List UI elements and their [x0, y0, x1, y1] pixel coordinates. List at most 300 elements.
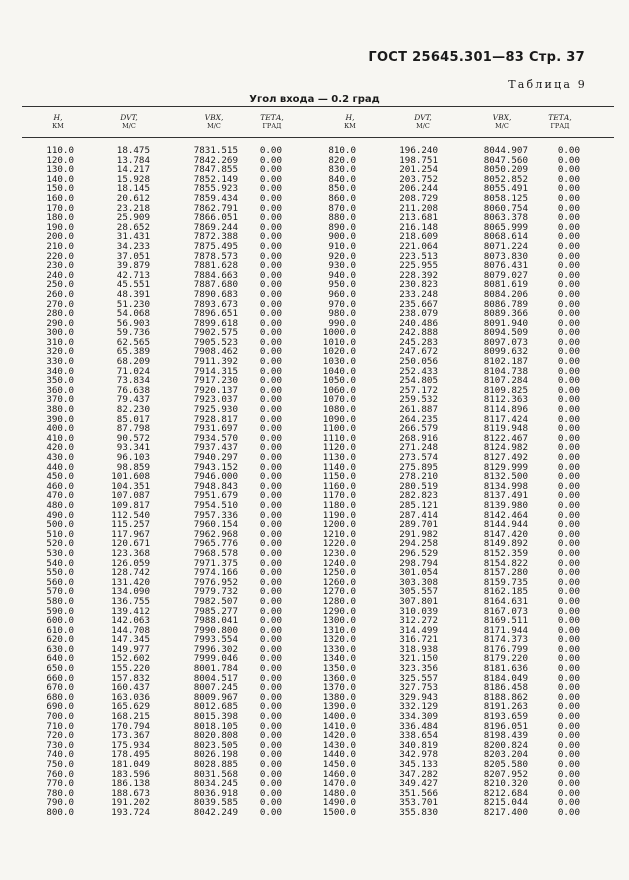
teta-cell: 0.00 — [259, 250, 282, 262]
table-row — [0, 568, 629, 578]
dvt-cell: 28.652 — [116, 221, 150, 233]
vbx-cell: 7842.269 — [193, 154, 238, 166]
altitude-cell: 1300.0 — [322, 615, 356, 627]
altitude-cell: 190.0 — [46, 221, 74, 233]
table-row — [0, 328, 629, 338]
teta-cell: 0.00 — [259, 739, 282, 751]
dvt-cell: 338.654 — [399, 730, 438, 742]
vbx-cell: 8073.830 — [483, 250, 528, 262]
altitude-cell: 390.0 — [46, 413, 74, 425]
dvt-cell: 228.392 — [399, 269, 438, 281]
dvt-cell: 211.208 — [399, 202, 438, 214]
dvt-cell: 349.427 — [399, 778, 438, 790]
altitude-cell: 1430.0 — [322, 739, 356, 751]
table-row — [0, 463, 629, 473]
altitude-cell: 1100.0 — [322, 423, 356, 435]
teta-cell: 0.00 — [557, 768, 580, 780]
dvt-cell: 271.248 — [399, 442, 438, 454]
altitude-cell: 950.0 — [328, 279, 356, 291]
teta-cell: 0.00 — [557, 519, 580, 531]
table-row — [0, 434, 629, 444]
vbx-cell: 7908.462 — [193, 346, 238, 358]
vbx-cell: 8162.185 — [483, 586, 528, 598]
dvt-cell: 273.574 — [399, 452, 438, 463]
teta-cell: 0.00 — [557, 682, 580, 694]
teta-cell: 0.00 — [259, 528, 282, 540]
table-row — [0, 607, 629, 617]
vbx-cell: 7902.575 — [193, 327, 238, 339]
altitude-cell: 1360.0 — [322, 672, 356, 684]
altitude-cell: 1380.0 — [322, 691, 356, 703]
vbx-cell: 7957.336 — [193, 509, 238, 521]
altitude-cell: 620.0 — [46, 634, 74, 646]
dvt-cell: 285.121 — [399, 499, 438, 511]
teta-cell: 0.00 — [259, 336, 282, 348]
dvt-cell: 261.887 — [399, 404, 438, 416]
teta-cell: 0.00 — [259, 547, 282, 559]
altitude-cell: 1470.0 — [322, 778, 356, 790]
teta-cell: 0.00 — [259, 432, 282, 444]
vbx-cell: 7940.297 — [193, 452, 238, 463]
dvt-cell: 136.755 — [111, 595, 150, 607]
teta-cell: 0.00 — [557, 691, 580, 703]
dvt-cell: 307.801 — [399, 595, 438, 607]
teta-cell: 0.00 — [557, 413, 580, 425]
teta-cell: 0.00 — [557, 509, 580, 521]
teta-cell: 0.00 — [557, 192, 580, 204]
teta-cell: 0.00 — [259, 768, 282, 780]
teta-cell: 0.00 — [259, 221, 282, 233]
vbx-cell: 8047.560 — [483, 154, 528, 166]
altitude-cell: 1410.0 — [322, 720, 356, 732]
vbx-cell: 8034.245 — [193, 778, 238, 790]
dvt-cell: 131.420 — [111, 576, 150, 588]
altitude-cell: 1340.0 — [322, 653, 356, 665]
teta-cell: 0.00 — [557, 528, 580, 540]
table-row — [0, 741, 629, 751]
altitude-cell: 220.0 — [46, 250, 74, 262]
teta-cell: 0.00 — [259, 490, 282, 502]
vbx-cell: 8081.619 — [483, 279, 528, 291]
dvt-cell: 168.215 — [111, 711, 150, 723]
dvt-cell: 14.217 — [116, 164, 150, 176]
teta-cell: 0.00 — [259, 711, 282, 723]
col-teta-header — [540, 113, 580, 131]
vbx-cell: 7887.680 — [193, 279, 238, 291]
table-row — [0, 223, 629, 233]
vbx-cell: 8139.980 — [483, 499, 528, 511]
altitude-cell: 690.0 — [46, 701, 74, 713]
altitude-cell: 360.0 — [46, 384, 74, 396]
altitude-cell: 1230.0 — [322, 547, 356, 559]
teta-cell: 0.00 — [259, 327, 282, 339]
altitude-cell: 980.0 — [328, 308, 356, 320]
vbx-cell: 8186.458 — [483, 682, 528, 694]
teta-cell: 0.00 — [259, 346, 282, 358]
vbx-cell: 8207.952 — [483, 768, 528, 780]
table-row — [0, 338, 629, 348]
vbx-cell: 8122.467 — [483, 432, 528, 444]
dvt-cell: 301.054 — [399, 567, 438, 579]
dvt-cell: 233.248 — [399, 288, 438, 300]
dvt-cell: 25.909 — [116, 212, 150, 224]
page-header: ГОСТ 25645.301—83 Стр. 37 — [368, 50, 585, 65]
altitude-cell: 420.0 — [46, 442, 74, 454]
altitude-cell: 250.0 — [46, 279, 74, 291]
dvt-cell: 62.565 — [116, 336, 150, 348]
teta-cell: 0.00 — [557, 461, 580, 473]
vbx-cell: 8144.944 — [483, 519, 528, 531]
dvt-cell: 65.389 — [116, 346, 150, 358]
teta-cell: 0.00 — [557, 749, 580, 761]
vbx-cell: 8009.967 — [193, 691, 238, 703]
dvt-cell: 155.220 — [111, 663, 150, 675]
column-name: ТЕТА, — [260, 113, 284, 122]
dvt-cell: 257.172 — [399, 384, 438, 396]
altitude-cell: 310.0 — [46, 336, 74, 348]
teta-cell: 0.00 — [557, 663, 580, 675]
altitude-cell: 800.0 — [46, 806, 74, 818]
table-row — [0, 702, 629, 712]
dvt-cell: 178.495 — [111, 749, 150, 761]
table-row — [0, 654, 629, 664]
vbx-cell: 8001.784 — [193, 663, 238, 675]
altitude-cell: 240.0 — [46, 269, 74, 281]
teta-cell: 0.00 — [557, 327, 580, 339]
altitude-cell: 1200.0 — [322, 519, 356, 531]
dvt-cell: 310.039 — [399, 605, 438, 617]
teta-cell: 0.00 — [259, 192, 282, 204]
vbx-cell: 8050.209 — [483, 164, 528, 176]
vbx-cell: 7893.673 — [193, 298, 238, 310]
altitude-cell: 570.0 — [46, 586, 74, 598]
dvt-cell: 329.943 — [399, 691, 438, 703]
table-row — [0, 376, 629, 386]
dvt-cell: 68.209 — [116, 356, 150, 368]
vbx-cell: 7875.495 — [193, 240, 238, 252]
teta-cell: 0.00 — [259, 519, 282, 531]
teta-cell: 0.00 — [259, 269, 282, 281]
vbx-cell: 8068.614 — [483, 231, 528, 243]
dvt-cell: 56.903 — [116, 317, 150, 329]
teta-cell: 0.00 — [557, 615, 580, 627]
altitude-cell: 750.0 — [46, 759, 74, 770]
table-row — [0, 808, 629, 818]
teta-cell: 0.00 — [259, 480, 282, 492]
vbx-cell: 8044.907 — [483, 145, 528, 156]
teta-cell: 0.00 — [557, 221, 580, 233]
dvt-cell: 59.736 — [116, 327, 150, 339]
col-teta-header — [252, 113, 292, 131]
altitude-cell: 320.0 — [46, 346, 74, 358]
altitude-cell: 610.0 — [46, 624, 74, 636]
vbx-cell: 8137.491 — [483, 490, 528, 502]
altitude-cell: 940.0 — [328, 269, 356, 281]
teta-cell: 0.00 — [557, 595, 580, 607]
table-row — [0, 261, 629, 271]
table-row — [0, 405, 629, 415]
altitude-cell: 540.0 — [46, 557, 74, 569]
table-row — [0, 779, 629, 789]
table-row — [0, 415, 629, 425]
dvt-cell: 147.345 — [111, 634, 150, 646]
vbx-cell: 7988.041 — [193, 615, 238, 627]
teta-cell: 0.00 — [259, 778, 282, 790]
altitude-cell: 1110.0 — [322, 432, 356, 444]
teta-cell: 0.00 — [557, 356, 580, 368]
altitude-cell: 1450.0 — [322, 759, 356, 770]
vbx-cell: 8071.224 — [483, 240, 528, 252]
dvt-cell: 223.513 — [399, 250, 438, 262]
teta-cell: 0.00 — [259, 164, 282, 176]
dvt-cell: 186.138 — [111, 778, 150, 790]
table-row — [0, 491, 629, 501]
altitude-cell: 1320.0 — [322, 634, 356, 646]
dvt-cell: 98.859 — [116, 461, 150, 473]
table-row — [0, 664, 629, 674]
teta-cell: 0.00 — [259, 461, 282, 473]
teta-cell: 0.00 — [259, 759, 282, 770]
altitude-cell: 500.0 — [46, 519, 74, 531]
teta-cell: 0.00 — [259, 231, 282, 243]
vbx-cell: 7872.388 — [193, 231, 238, 243]
teta-cell: 0.00 — [557, 490, 580, 502]
dvt-cell: 264.235 — [399, 413, 438, 425]
altitude-cell: 1130.0 — [322, 452, 356, 463]
table-row — [0, 587, 629, 597]
altitude-cell: 340.0 — [46, 365, 74, 377]
dvt-cell: 128.742 — [111, 567, 150, 579]
dvt-cell: 268.916 — [399, 432, 438, 444]
teta-cell: 0.00 — [557, 346, 580, 358]
teta-cell: 0.00 — [259, 615, 282, 627]
vbx-cell: 7899.618 — [193, 317, 238, 329]
teta-cell: 0.00 — [557, 586, 580, 598]
vbx-cell: 8159.735 — [483, 576, 528, 588]
dvt-cell: 173.367 — [111, 730, 150, 742]
teta-cell: 0.00 — [557, 173, 580, 185]
vbx-cell: 7937.437 — [193, 442, 238, 454]
teta-cell: 0.00 — [259, 240, 282, 252]
altitude-cell: 870.0 — [328, 202, 356, 214]
dvt-cell: 318.938 — [399, 643, 438, 655]
dvt-cell: 157.832 — [111, 672, 150, 684]
teta-cell: 0.00 — [259, 442, 282, 454]
dvt-cell: 235.667 — [399, 298, 438, 310]
dvt-cell: 225.955 — [399, 260, 438, 272]
column-name: H, — [53, 113, 63, 122]
table-row — [0, 424, 629, 434]
teta-cell: 0.00 — [557, 145, 580, 156]
altitude-cell: 970.0 — [328, 298, 356, 310]
table-row — [0, 549, 629, 559]
altitude-cell: 920.0 — [328, 250, 356, 262]
vbx-cell: 8091.940 — [483, 317, 528, 329]
altitude-cell: 600.0 — [46, 615, 74, 627]
dvt-cell: 93.341 — [116, 442, 150, 454]
vbx-cell: 7831.515 — [193, 145, 238, 156]
dvt-cell: 201.254 — [399, 164, 438, 176]
vbx-cell: 7866.051 — [193, 212, 238, 224]
altitude-cell: 1400.0 — [322, 711, 356, 723]
teta-cell: 0.00 — [557, 375, 580, 387]
dvt-cell: 42.713 — [116, 269, 150, 281]
teta-cell: 0.00 — [259, 413, 282, 425]
vbx-cell: 8012.685 — [193, 701, 238, 713]
vbx-cell: 8036.918 — [193, 787, 238, 799]
vbx-cell: 8198.439 — [483, 730, 528, 742]
vbx-cell: 8169.511 — [483, 615, 528, 627]
table-row — [0, 626, 629, 636]
vbx-cell: 8039.585 — [193, 797, 238, 809]
dvt-cell: 123.368 — [111, 547, 150, 559]
dvt-cell: 193.724 — [111, 806, 150, 818]
table-row — [0, 453, 629, 463]
vbx-cell: 8079.027 — [483, 269, 528, 281]
teta-cell: 0.00 — [259, 663, 282, 675]
dvt-cell: 247.672 — [399, 346, 438, 358]
vbx-cell: 8058.125 — [483, 192, 528, 204]
vbx-cell: 8114.896 — [483, 404, 528, 416]
teta-cell: 0.00 — [557, 231, 580, 243]
vbx-cell: 8184.049 — [483, 672, 528, 684]
table-subtitle: Угол входа — 0.2 град — [249, 94, 380, 105]
header-rule-top — [22, 106, 614, 107]
teta-cell: 0.00 — [259, 365, 282, 377]
altitude-cell: 480.0 — [46, 499, 74, 511]
altitude-cell: 730.0 — [46, 739, 74, 751]
vbx-cell: 7934.570 — [193, 432, 238, 444]
vbx-cell: 8084.206 — [483, 288, 528, 300]
altitude-cell: 450.0 — [46, 471, 74, 483]
dvt-cell: 342.978 — [399, 749, 438, 761]
table-row — [0, 559, 629, 569]
altitude-cell: 1490.0 — [322, 797, 356, 809]
teta-cell: 0.00 — [259, 317, 282, 329]
teta-cell: 0.00 — [557, 298, 580, 310]
col-dvt-header — [96, 113, 162, 131]
vbx-cell: 8157.280 — [483, 567, 528, 579]
dvt-cell: 216.148 — [399, 221, 438, 233]
vbx-cell: 8015.398 — [193, 711, 238, 723]
vbx-cell: 7917.230 — [193, 375, 238, 387]
teta-cell: 0.00 — [557, 432, 580, 444]
column-unit: ГРАД — [550, 122, 570, 130]
vbx-cell: 8132.500 — [483, 471, 528, 483]
teta-cell: 0.00 — [259, 595, 282, 607]
table-row — [0, 539, 629, 549]
dvt-cell: 170.794 — [111, 720, 150, 732]
teta-cell: 0.00 — [557, 384, 580, 396]
dvt-cell: 254.805 — [399, 375, 438, 387]
dvt-cell: 327.753 — [399, 682, 438, 694]
altitude-cell: 700.0 — [46, 711, 74, 723]
vbx-cell: 7976.952 — [193, 576, 238, 588]
teta-cell: 0.00 — [259, 643, 282, 655]
vbx-cell: 8076.431 — [483, 260, 528, 272]
teta-cell: 0.00 — [557, 720, 580, 732]
column-name: VBX, — [204, 113, 224, 122]
teta-cell: 0.00 — [557, 452, 580, 463]
dvt-cell: 112.540 — [111, 509, 150, 521]
table-row — [0, 213, 629, 223]
vbx-cell: 8042.249 — [193, 806, 238, 818]
table-row — [0, 798, 629, 808]
table-row — [0, 501, 629, 511]
table-row — [0, 693, 629, 703]
teta-cell: 0.00 — [557, 164, 580, 176]
teta-cell: 0.00 — [259, 404, 282, 416]
teta-cell: 0.00 — [557, 336, 580, 348]
dvt-cell: 188.673 — [111, 787, 150, 799]
altitude-cell: 110.0 — [46, 145, 74, 156]
vbx-cell: 8134.998 — [483, 480, 528, 492]
column-name: H, — [345, 113, 355, 122]
teta-cell: 0.00 — [557, 365, 580, 377]
dvt-cell: 85.017 — [116, 413, 150, 425]
vbx-cell: 7914.315 — [193, 365, 238, 377]
column-unit: М/С — [122, 122, 136, 130]
vbx-cell: 8149.892 — [483, 538, 528, 550]
altitude-cell: 180.0 — [46, 212, 74, 224]
vbx-cell: 7911.392 — [193, 356, 238, 368]
teta-cell: 0.00 — [557, 250, 580, 262]
table-row — [0, 271, 629, 281]
vbx-cell: 8200.824 — [483, 739, 528, 751]
teta-cell: 0.00 — [259, 260, 282, 272]
dvt-cell: 96.103 — [116, 452, 150, 463]
column-unit: М/С — [207, 122, 221, 130]
vbx-cell: 8124.982 — [483, 442, 528, 454]
altitude-cell: 890.0 — [328, 221, 356, 233]
vbx-cell: 7852.149 — [193, 173, 238, 185]
dvt-cell: 79.437 — [116, 394, 150, 406]
teta-cell: 0.00 — [259, 624, 282, 636]
dvt-cell: 101.608 — [111, 471, 150, 483]
vbx-cell: 8147.420 — [483, 528, 528, 540]
vbx-cell: 7979.732 — [193, 586, 238, 598]
dvt-cell: 45.551 — [116, 279, 150, 291]
teta-cell: 0.00 — [557, 279, 580, 291]
altitude-cell: 1120.0 — [322, 442, 356, 454]
table-row — [0, 280, 629, 290]
teta-cell: 0.00 — [259, 672, 282, 684]
altitude-cell: 230.0 — [46, 260, 74, 272]
vbx-cell: 7896.651 — [193, 308, 238, 320]
dvt-cell: 18.145 — [116, 183, 150, 195]
dvt-cell: 206.244 — [399, 183, 438, 195]
vbx-cell: 7996.302 — [193, 643, 238, 655]
table-row — [0, 578, 629, 588]
dvt-cell: 134.090 — [111, 586, 150, 598]
vbx-cell: 8099.632 — [483, 346, 528, 358]
vbx-cell: 8104.738 — [483, 365, 528, 377]
col-vbx-header — [172, 113, 256, 131]
table-row — [0, 184, 629, 194]
dvt-cell: 126.059 — [111, 557, 150, 569]
vbx-cell: 7999.046 — [193, 653, 238, 665]
vbx-cell: 8188.862 — [483, 691, 528, 703]
column-unit: М/С — [495, 122, 509, 130]
vbx-cell: 8086.789 — [483, 298, 528, 310]
altitude-cell: 1500.0 — [322, 806, 356, 818]
vbx-cell: 8102.187 — [483, 356, 528, 368]
teta-cell: 0.00 — [259, 298, 282, 310]
col-h-header — [30, 113, 86, 131]
altitude-cell: 880.0 — [328, 212, 356, 224]
teta-cell: 0.00 — [557, 634, 580, 646]
table-right-half — [0, 146, 629, 818]
